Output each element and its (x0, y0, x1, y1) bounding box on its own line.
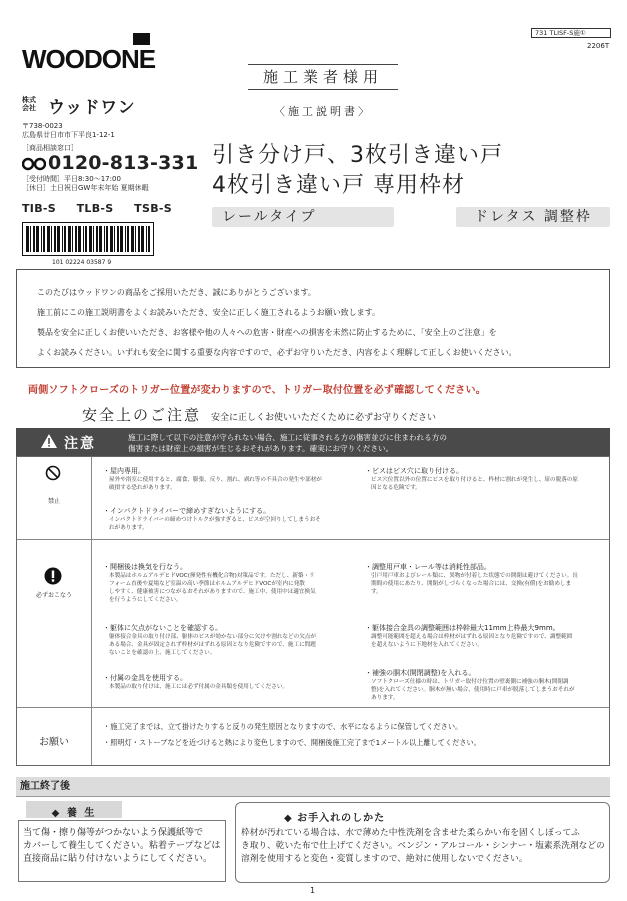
item-body (103, 572, 353, 604)
caution-text-line: 傷害または財産上の損害が生じるおそれがあります。確実にお守りください。 (128, 444, 394, 453)
model-codes (22, 202, 172, 215)
barcode (22, 222, 154, 256)
care-line: 枠材が汚れている場合は、水で薄めた中性洗剤を含ませた柔らかい布を固くしぼってふ (241, 828, 580, 838)
address (22, 122, 115, 140)
barcode-bar (138, 226, 140, 252)
logo (22, 42, 167, 76)
page-subtitle: 〈施工説明書〉 (274, 105, 372, 118)
safety-table (16, 456, 610, 766)
barcode-bar (141, 226, 144, 252)
item-heading: ・付属の金具を使用する。 (103, 674, 187, 682)
barcode-bar (47, 226, 50, 252)
item-body-line: ソフトクローズ仕様の時は、トリガー取付け位置の壁裏側に補強の胴木(開閉調 (371, 679, 569, 685)
item-body-line: を超えないように下地材を入れてください。 (371, 642, 483, 648)
tag-dretas: ドレタス 調整枠 (456, 207, 610, 227)
safety-heading: 安全上のご注意 (82, 406, 202, 424)
prohibit-item (103, 507, 353, 532)
company-prefix: 株式 会社 (22, 96, 36, 112)
barcode-bar (85, 226, 87, 252)
doc-code: 2206T (587, 42, 610, 50)
column-divider (91, 457, 92, 765)
request-item: ・照明灯・ストーブなどを近づけると熱により変色しますので、開梱後施工完了まで1メートル以上離してください。 (103, 738, 481, 747)
item-body-line: す。 (371, 589, 382, 595)
caution-text-line: 施工に際して以下の注意が守られない場合、施工に従事される方の傷害並びに住まわれる方の (128, 433, 447, 442)
item-heading: ・ビスはビス穴に取り付ける。 (365, 467, 463, 475)
mandatory-item (365, 624, 605, 649)
protect-line: 直接商品に貼り付けないようにしてください。 (23, 854, 213, 864)
mandatory-item (103, 674, 353, 691)
mandatory-item (365, 563, 605, 596)
item-body-line: インパクトドライバーの締めつけトルクが強すぎると、ビスが空回りしてしまうおそ (109, 517, 321, 523)
safety-heading-row (82, 404, 436, 425)
item-body (103, 683, 353, 691)
item-heading: ・屋内専用。 (103, 467, 145, 475)
warning-triangle-icon (40, 433, 58, 453)
model-code: TSB-S (134, 202, 172, 215)
barcode-bar (30, 226, 31, 252)
item-body-line: 破損する恐れがあります。 (109, 485, 176, 491)
item-body-line: ある場合、金具が固定されず枠材がはずれる原因となり危険ですので、施工に問題 (109, 642, 316, 648)
item-body (103, 633, 353, 657)
barcode-bar (83, 226, 84, 252)
barcode-bar (72, 226, 73, 252)
barcode-bar (135, 226, 136, 252)
mandatory-item (365, 669, 605, 702)
item-body-line: しやすく、健康被害につながるおそれがありますので、施工中、使用中は適宜換気 (109, 589, 316, 595)
hours (22, 175, 149, 193)
care-title: ◆ お手入れのしかた (284, 813, 386, 824)
barcode-bar (43, 226, 45, 252)
after-bar (16, 777, 610, 797)
item-body (103, 516, 353, 532)
barcode-bar (93, 226, 94, 252)
item-heading: ・調整用戸車・レール等は消耗性部品。 (365, 563, 491, 571)
product-title (212, 141, 503, 201)
prohibit-icon (45, 465, 61, 485)
protect-body (18, 820, 226, 882)
caution-label: 注意 (64, 436, 96, 452)
item-body-line: 躯体接合金具の取り付け部、躯体のビスが効かない部分に欠けや割れなどの欠点が (109, 634, 316, 640)
phone-number: 0120-813-331 (48, 152, 199, 174)
request-item: ・施工完了までは、立て掛けたりすると反りの発生原因となりますので、水平になるように保管してください。 (103, 722, 463, 731)
row-divider (17, 539, 609, 540)
hours-line: ［受付時間］平日8:30〜17:00 (22, 175, 121, 183)
barcode-bar (51, 226, 52, 252)
barcode-bar (110, 226, 113, 252)
barcode-bar (41, 226, 42, 252)
page-title: 施工業者様用 (262, 68, 383, 86)
prohibit-label: 禁止 (47, 498, 60, 505)
mandatory-item (103, 563, 353, 604)
barcode-bar (125, 226, 126, 252)
barcode-bar (75, 226, 77, 252)
item-body-line: ないことを確認の上、施工してください。 (109, 650, 216, 656)
barcode-bar (57, 226, 60, 252)
barcode-bar (104, 226, 105, 252)
item-body-line: 本製品の取り付けは、施工には必ず付属の金具類を使用してください。 (109, 684, 289, 690)
after-bar-label: 施工終了後 (20, 781, 70, 792)
intro-line: よくお読みください。いずれも安全に関する重要な内容ですので、必ずお守りいただき、内容をよく理解して正しくお使いください。 (37, 348, 517, 357)
barcode-bar (117, 226, 119, 252)
barcode-bar (99, 226, 102, 252)
item-body-line: 引戸用戸車およびレール類に、異物が付着した状態での開閉は避けてください。長 (371, 573, 578, 579)
mandatory-label: 必ずおこなう (35, 592, 72, 599)
item-heading: ・開梱後は換気を行なう。 (103, 563, 187, 571)
prohibit-item (365, 467, 605, 492)
trigger-warning: 両側ソフトクローズのトリガー位置が変わりますので、トリガー取付位置を必ず確認してください。 (28, 385, 486, 396)
title-block (248, 64, 398, 90)
intro-line: 製品を安全に正しくお使いいただき、お客様や他の人々への危害・財産への損害を未然に防止するために、「安全上のご注意」を (37, 328, 497, 337)
intro-box (16, 269, 610, 368)
address-line: 〒738-0023 (22, 122, 63, 130)
barcode-bar (33, 226, 35, 252)
barcode-bar (131, 226, 134, 252)
barcode-bar (26, 226, 29, 252)
barcode-number: 101 02224 03587 9 (52, 259, 112, 266)
item-body (365, 633, 605, 649)
intro-line: このたびはウッドワンの商品をご採用いただき、誠にありがとうございます。 (37, 288, 316, 297)
row-divider (17, 707, 609, 708)
item-body (365, 572, 605, 596)
logo-text: WOODONE (22, 44, 156, 74)
mandatory-icon (44, 567, 62, 589)
barcode-bar (64, 226, 66, 252)
protect-line: 当て傷・擦り傷等がつかないよう保護紙等で (23, 828, 204, 838)
hours-line: ［休日］土日祝日GW年末年始 夏期休暇 (22, 184, 149, 192)
model-code: TIB-S (22, 202, 56, 215)
barcode-bar (89, 226, 92, 252)
item-body-line: ビス穴位置以外の位置にビスを取り付けると、枠材に割れが発生し、扉の脱落の原 (371, 477, 578, 483)
barcode-bar (68, 226, 71, 252)
freedial-icon (22, 156, 46, 170)
barcode-bar (106, 226, 108, 252)
item-body-line: 期間の使用にあたり、開閉がしづらくなった場合には、交換(有償)をお勧めしま (371, 581, 572, 587)
barcode-bars (23, 223, 153, 255)
address-line: 広島県廿日市市下平良1-12-1 (22, 131, 115, 139)
barcode-bar (36, 226, 39, 252)
model-code: TLB-S (76, 202, 114, 215)
item-body-line: 因となる危険です。 (371, 485, 421, 491)
care-box (235, 802, 610, 883)
barcode-bar (114, 226, 115, 252)
item-body-line: 屋外や浴室に使用すると、腐食、膨張、反り、割れ、剥れ等の不具合の発生や部材が (109, 477, 322, 483)
support-label: ［商品相談窓口］ (22, 144, 78, 152)
tag-rail-type: レールタイプ (212, 207, 394, 227)
barcode-bar (96, 226, 98, 252)
care-body (241, 827, 605, 866)
item-body (103, 476, 353, 492)
request-list (103, 719, 481, 751)
item-heading: ・躯体接合金具の調整範囲は枠幹最大11mm上枠最大9mm。 (365, 624, 560, 632)
item-heading: ・補強の胴木(開閉調整)を入れる。 (365, 669, 476, 677)
protect-tab (26, 801, 122, 818)
caution-text (128, 432, 447, 454)
item-body-line: 調整可能範囲を超える場合は枠材がはずれる原因となり危険ですので、調整範囲 (371, 634, 573, 640)
barcode-bar (127, 226, 129, 252)
barcode-bar (120, 226, 123, 252)
product-title-line: 4枚引き違い戸 専用枠材 (212, 173, 465, 198)
request-label: お願い (39, 737, 69, 748)
barcode-bar (146, 226, 147, 252)
barcode-bar (78, 226, 81, 252)
barcode-bar (62, 226, 63, 252)
product-title-line: 引き分け戸、3枚引き違い戸 (212, 143, 503, 168)
care-line: き取り、乾いた布で仕上げてください。ベンジン・アルコール・シンナー・塩素系洗剤などの (241, 841, 605, 851)
item-heading: ・躯体に欠点がないことを確認する。 (103, 624, 222, 632)
item-body (365, 476, 605, 492)
item-body-line: 整)を入れてください。胴木が無い場合、使用時に戸車が脱落してしまうおそれが (371, 687, 575, 693)
company-name: ウッドワン (48, 98, 136, 118)
item-body-line: 本製品はホルムアルデヒドVOC(揮発性有機化合物)対策品です。ただし、新築・リ (109, 573, 315, 579)
barcode-bar (54, 226, 56, 252)
mandatory-item (103, 624, 353, 657)
item-body (365, 678, 605, 702)
item-body-line: れがあります。 (109, 525, 148, 531)
doc-id-box (531, 28, 611, 38)
protect-title: ◆ 養 生 (51, 808, 97, 819)
care-line: 溶剤を使用すると変色・変質しますので、絶対に使用しないでください。 (241, 854, 528, 864)
safety-subheading: 安全に正しくお使いいただくために必ずお守りください (211, 413, 437, 423)
prohibit-item (103, 467, 353, 492)
item-body-line: を行うようにしてください。 (109, 597, 182, 603)
caution-bar (16, 428, 610, 456)
item-body-line: あります。 (371, 695, 399, 701)
protect-line: カバーして養生してください。粘着テープなどは (23, 841, 221, 851)
doc-id: 731 TLISF-S施① (535, 29, 586, 37)
barcode-bar (148, 226, 150, 252)
page-number: 1 (310, 886, 316, 895)
intro-line: 施工前にこの施工説明書をよくお読みいただき、安全に正しく施工されるようお願い致します。 (37, 308, 381, 317)
item-heading: ・インパクトドライバーで締めすぎないようにする。 (103, 507, 271, 515)
item-body-line: フォーム直後や夏場など室温の高い季節はホルムアルデヒドVOCが室内に発散 (109, 581, 305, 587)
